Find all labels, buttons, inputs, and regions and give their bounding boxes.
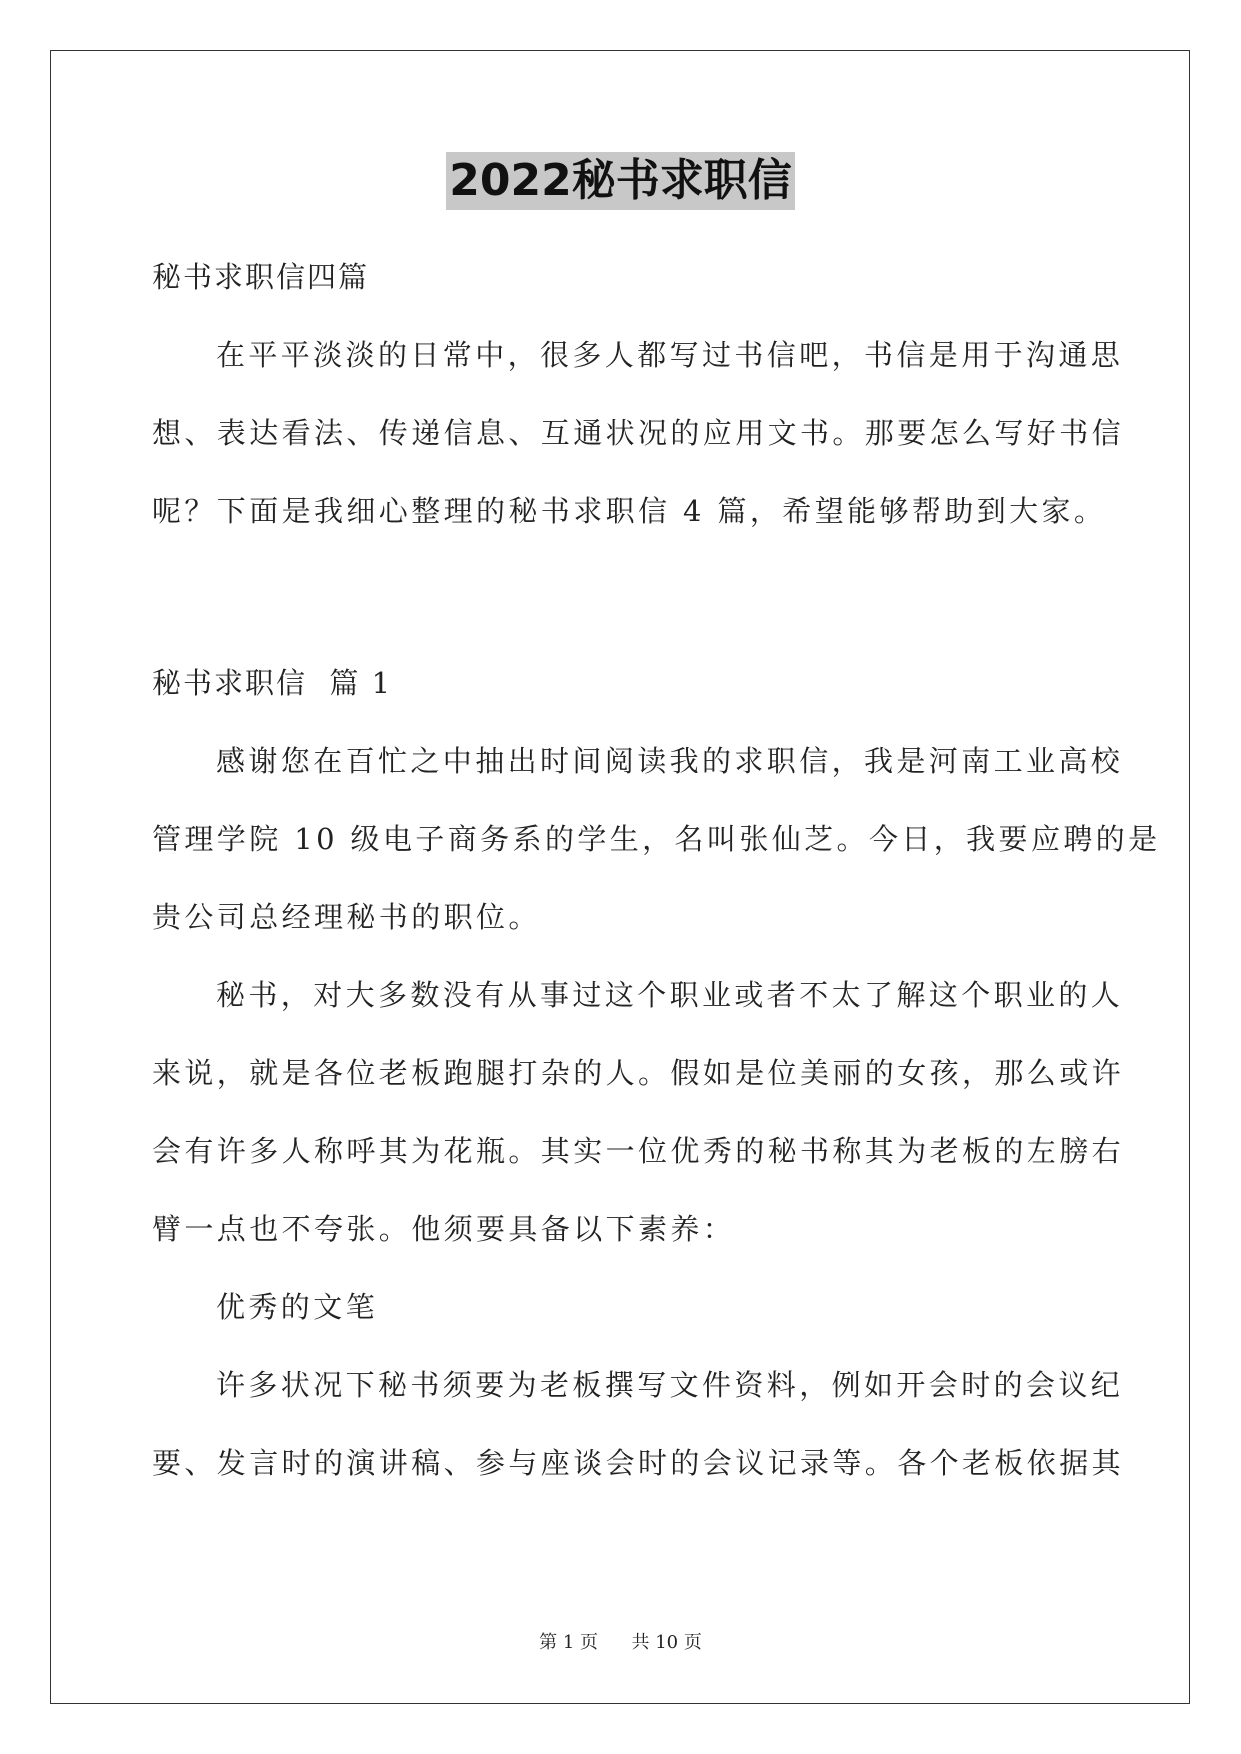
section-spacer (152, 550, 1092, 644)
title-container (0, 152, 1241, 210)
paragraph-line: 想、表达看法、传递信息、互通状况的应用文书。那要怎么写好书信 (152, 416, 1125, 450)
paragraph-line: 秘书，对大多数没有从事过这个职业或者不太了解这个职业的人 (216, 978, 1124, 1012)
paragraph-line: 会有许多人称呼其为花瓶。其实一位优秀的秘书称其为老板的左膀右 (152, 1134, 1125, 1168)
document-body (152, 238, 1161, 1502)
document-title: 2022秘书求职信 (446, 152, 794, 210)
paragraph-line: 贵公司总经理秘书的职位。 (152, 900, 541, 934)
paragraph-line: 管理学院 10 级电子商务系的学生，名叫张仙芝。今日，我要应聘的是 (152, 822, 1161, 856)
paragraph-line: 许多状况下秘书须要为老板撰写文件资料，例如开会时的会议纪 (216, 1368, 1124, 1402)
paragraph-line: 呢？下面是我细心整理的秘书求职信 4 篇，希望能够帮助到大家。 (152, 494, 1107, 528)
section-heading: 秘书求职信 篇 1 (152, 666, 393, 700)
paragraph-line: 来说，就是各位老板跑腿打杂的人。假如是位美丽的女孩，那么或许 (152, 1056, 1125, 1090)
subheading: 优秀的文笔 (216, 1290, 379, 1324)
intro-heading: 秘书求职信四篇 (152, 260, 370, 294)
page-footer (0, 1628, 1241, 1654)
page-total: 共 10 页 (631, 1632, 702, 1653)
paragraph-line: 感谢您在百忙之中抽出时间阅读我的求职信，我是河南工业高校 (216, 744, 1124, 778)
paragraph-line: 臂一点也不夸张。他须要具备以下素养： (152, 1212, 736, 1246)
paragraph-line: 在平平淡淡的日常中，很多人都写过书信吧，书信是用于沟通思 (216, 338, 1124, 372)
paragraph-line: 要、发言时的演讲稿、参与座谈会时的会议记录等。各个老板依据其 (152, 1446, 1125, 1480)
page-number: 第 1 页 (539, 1632, 599, 1653)
